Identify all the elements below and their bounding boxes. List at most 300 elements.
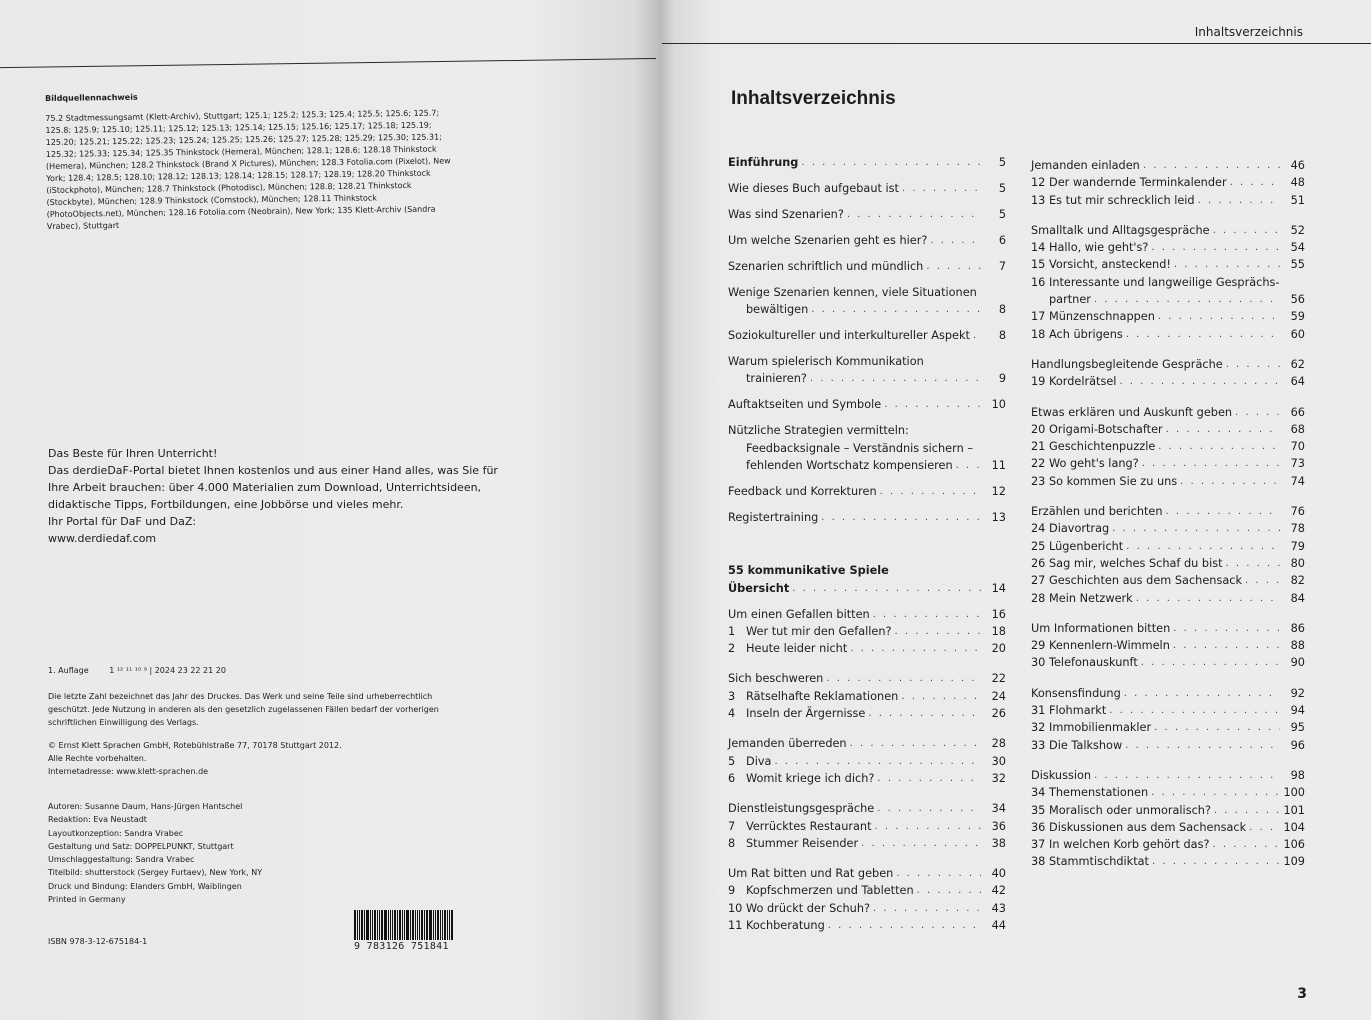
toc-entry-label: Diskussionen aus dem Sachensack	[1049, 820, 1247, 834]
toc-entry	[728, 735, 1006, 752]
toc-entry	[1031, 157, 1305, 174]
toc-entry-page: 51	[1290, 193, 1305, 207]
spacer	[728, 787, 1006, 800]
toc-entry	[1031, 308, 1305, 325]
leader-dots	[1126, 326, 1280, 343]
toc-entry-label: Themenstationen	[1049, 786, 1149, 800]
toc-entry-page: 48	[1290, 176, 1305, 190]
toc-entry	[1031, 239, 1305, 256]
running-head: Inhaltsverzeichnis	[1194, 25, 1303, 39]
leader-dots	[1094, 291, 1280, 308]
toc-entry-number: 15	[1031, 258, 1046, 272]
leader-dots	[1158, 438, 1280, 455]
leader-dots	[1245, 572, 1280, 589]
toc-entry-page: 79	[1290, 539, 1305, 553]
leader-dots	[873, 900, 981, 917]
toc-entry-label: Jemanden einladen	[1031, 159, 1140, 172]
toc-entry-page: 86	[1290, 621, 1305, 635]
toc-entry-page: 74	[1290, 474, 1305, 488]
toc-entry-page: 5	[998, 207, 1006, 221]
toc-entry-page: 10	[991, 398, 1006, 412]
toc-entry	[728, 509, 1006, 526]
barcode-bar	[366, 910, 369, 940]
toc-entry-page: 7	[998, 259, 1006, 273]
toc-entry-label: Registertraining	[728, 511, 819, 525]
barcode-bar	[437, 910, 439, 940]
barcode-bar	[361, 910, 363, 940]
leader-dots	[1124, 685, 1280, 702]
toc-entry-label: Diavortrag	[1049, 522, 1110, 536]
toc-entry-label: Inseln der Ärgernisse	[746, 707, 866, 721]
toc-entry	[728, 580, 1006, 597]
barcode-number: 9 783126 751841	[354, 941, 449, 952]
toc-entry-number: 12	[1031, 176, 1046, 190]
toc-entry-label: Smalltalk und Alltagsgespräche	[1031, 223, 1210, 237]
toc-entry-page: 9	[998, 372, 1006, 386]
leader-dots	[850, 640, 981, 657]
toc-entry	[728, 457, 1006, 474]
spacer	[728, 526, 1006, 562]
staff-list	[48, 800, 262, 906]
toc-entry-label: bewältigen	[746, 303, 809, 317]
toc-entry	[728, 770, 1006, 787]
toc-entry	[1031, 637, 1305, 654]
barcode-bar	[451, 910, 453, 940]
portal-advert	[48, 445, 498, 547]
leader-dots	[902, 180, 981, 197]
toc-entry-page: 66	[1290, 405, 1305, 419]
toc-entry-label: Um Rat bitten und Rat geben	[728, 867, 894, 881]
toc-entry-number: 10	[728, 901, 743, 915]
toc-entry	[728, 623, 1006, 640]
barcode-bar	[406, 910, 409, 940]
toc-entry-page: 95	[1290, 721, 1305, 735]
ad-line: didaktische Tipps, Fortbildungen, eine Jobbörse und vieles mehr.	[48, 498, 404, 511]
toc-entry-number: 19	[1031, 375, 1046, 389]
toc-entry	[1031, 326, 1305, 343]
toc-entry-number: 13	[1031, 193, 1046, 207]
toc-entry-line	[728, 440, 1006, 457]
toc-entry-number: 32	[1031, 721, 1046, 735]
toc-entry	[1031, 373, 1305, 390]
leader-dots	[880, 483, 981, 500]
leader-dots	[811, 301, 981, 318]
edition: 1. Auflage	[48, 666, 89, 675]
toc-entry-page: 54	[1290, 241, 1305, 255]
spacer	[728, 275, 1006, 284]
toc-entry-page: 101	[1283, 803, 1305, 817]
toc-entry	[1031, 421, 1305, 438]
spacer	[728, 722, 1006, 735]
toc-entry-label: Flohmarkt	[1049, 704, 1107, 718]
toc-entry-label: Warum spielerisch Kommunikation	[728, 355, 924, 369]
toc-entry	[1031, 192, 1305, 209]
toc-entry-label: Stammtischdiktat	[1049, 855, 1149, 869]
barcode-bar	[372, 910, 373, 940]
leader-dots	[821, 509, 981, 526]
leader-dots	[956, 457, 981, 474]
toc-entry	[1031, 404, 1305, 421]
toc-column-1	[728, 154, 1006, 947]
toc-entry-label: Geschichten aus dem Sachensack	[1049, 574, 1243, 588]
toc-entry-page: 30	[991, 754, 1006, 768]
leader-dots	[1152, 853, 1280, 870]
toc-entry-page: 82	[1290, 574, 1305, 588]
toc-entry-label: Was sind Szenarien?	[728, 207, 844, 221]
toc-entry-number: 14	[1031, 241, 1046, 255]
leader-dots	[1158, 308, 1280, 325]
spacer	[1031, 754, 1305, 767]
toc-entry-page: 22	[991, 672, 1006, 686]
spacer	[728, 345, 1006, 354]
barcode-bar	[390, 910, 391, 940]
toc-entry-page: 18	[991, 624, 1006, 638]
leader-dots	[1094, 767, 1280, 784]
leader-dots	[1141, 654, 1280, 671]
barcode-bar	[429, 910, 432, 940]
spacer	[728, 500, 1006, 509]
left-page	[0, 0, 660, 1020]
leader-dots	[1226, 555, 1280, 572]
toc-entry-label: Kopfschmerzen und Tabletten	[746, 884, 914, 898]
toc-entry-number: 31	[1031, 704, 1046, 718]
spacer	[728, 249, 1006, 258]
toc-entry	[728, 206, 1006, 223]
leader-dots	[875, 818, 981, 835]
print-run: 1 ¹² ¹¹ ¹⁰ ⁹ | 2024 23 22 21 20	[109, 666, 226, 675]
toc-entry-page: 52	[1290, 223, 1305, 237]
leader-dots	[868, 705, 981, 722]
spacer	[728, 223, 1006, 232]
leader-dots	[826, 670, 981, 687]
leader-dots	[873, 606, 981, 623]
barcode-bar	[419, 910, 420, 940]
spacer	[1031, 871, 1305, 884]
toc-entry-label: Um einen Gefallen bitten	[728, 607, 870, 621]
spacer	[1031, 343, 1305, 356]
toc-entry-page: 59	[1290, 310, 1305, 324]
toc-entry	[728, 483, 1006, 500]
toc-entry-number: 37	[1031, 838, 1046, 852]
copyright-line: Alle Rechte vorbehalten.	[48, 754, 147, 763]
toc-entry	[728, 180, 1006, 197]
top-rule	[0, 58, 656, 68]
leader-dots	[1213, 222, 1280, 239]
toc-title: Inhaltsverzeichnis	[731, 88, 896, 109]
staff-line: Autoren: Susanne Daum, Hans-Jürgen Hantschel	[48, 802, 243, 811]
toc-entry	[1031, 719, 1305, 736]
credits-title: Bildquellennachweis	[45, 92, 138, 103]
toc-entry-number: 22	[1031, 457, 1046, 471]
toc-entry	[728, 154, 1006, 171]
toc-entry-number: 6	[728, 771, 736, 785]
toc-entry-page: 6	[998, 233, 1006, 247]
toc-entry-page: 109	[1283, 855, 1305, 869]
toc-entry	[1031, 784, 1305, 801]
toc-entry	[1031, 455, 1305, 472]
toc-entry-label: Der wandernde Terminkalender	[1049, 176, 1227, 190]
spacer	[728, 597, 1006, 606]
toc-entry	[728, 301, 1006, 318]
toc-entry-label: Womit kriege ich dich?	[746, 771, 875, 785]
section-heading: 55 kommunikative Spiele	[728, 564, 889, 578]
toc-entry	[728, 917, 1006, 934]
toc-entry-label: Um Informationen bitten	[1031, 621, 1171, 635]
toc-entry	[1031, 702, 1305, 719]
toc-entry	[728, 396, 1006, 413]
barcode-bar	[444, 910, 446, 940]
barcode-bar	[424, 910, 425, 940]
toc-entry-page: 5	[998, 156, 1006, 169]
toc-entry	[728, 800, 1006, 817]
copyright-line: © Ernst Klett Sprachen GmbH, Rotebühlstraße 77, 70178 Stuttgart 2012.	[48, 741, 342, 750]
toc-entry-page: 12	[991, 485, 1006, 499]
toc-entry-label: Rätselhafte Reklamationen	[746, 689, 899, 703]
toc-entry	[1031, 685, 1305, 702]
toc-entry-label: Wo drückt der Schuh?	[746, 901, 870, 915]
toc-entry-label: Wenige Szenarien kennen, viele Situationen	[728, 285, 977, 299]
toc-entry-number: 27	[1031, 574, 1046, 588]
toc-entry-page: 62	[1290, 357, 1305, 371]
toc-entry	[1031, 853, 1305, 870]
leader-dots	[1173, 637, 1280, 654]
toc-entry-number: 23	[1031, 474, 1046, 488]
toc-entry	[1031, 620, 1305, 637]
spacer	[728, 852, 1006, 865]
barcode-bar	[381, 910, 383, 940]
toc-entry-label: Kordelrätsel	[1049, 375, 1117, 389]
toc-entry	[1031, 737, 1305, 754]
toc-entry	[728, 753, 1006, 770]
toc-entry-label: Immobilienmakler	[1049, 721, 1152, 735]
copyright-block	[48, 739, 458, 778]
toc-entry-label: Lügenbericht	[1049, 539, 1124, 553]
toc-entry-label: Erzählen und berichten	[1031, 505, 1163, 519]
barcode	[354, 910, 464, 956]
spacer	[1031, 209, 1305, 222]
toc-entry-label: Vorsicht, ansteckend!	[1049, 258, 1171, 272]
staff-line: Redaktion: Eva Neustadt	[48, 815, 147, 825]
toc-entry-page: 44	[991, 919, 1006, 933]
toc-entry-number: 20	[1031, 422, 1046, 436]
toc-entry-number: 25	[1031, 539, 1046, 553]
barcode-bar	[399, 910, 401, 940]
ad-line: Ihr Portal für DaF und DaZ:	[48, 515, 197, 528]
toc-entry-number: 11	[728, 919, 743, 933]
page-number: 3	[1297, 986, 1307, 1002]
toc-entry	[728, 865, 1006, 882]
toc-entry-label: Nützliche Strategien vermitteln:	[728, 424, 909, 438]
barcode-bar	[384, 910, 387, 940]
leader-dots	[896, 865, 981, 882]
toc-entry-page: 20	[991, 642, 1006, 656]
barcode-bar	[370, 910, 371, 940]
toc-column-2	[1031, 157, 1305, 884]
toc-entry-page: 24	[991, 689, 1006, 703]
toc-entry-label: Sich beschweren	[728, 672, 824, 686]
toc-entry-label: Soziokultureller und interkultureller Aspekt	[728, 329, 970, 343]
leader-dots	[895, 623, 981, 640]
toc-entry-label: Verrücktes Restaurant	[746, 819, 872, 833]
barcode-bar	[449, 910, 450, 940]
leader-dots	[877, 770, 981, 787]
toc-entry-number: 7	[728, 819, 736, 833]
toc-entry-label: Interessante und langweilige Gesprächs-	[1049, 275, 1280, 289]
toc-entry-page: 104	[1283, 820, 1305, 834]
spacer	[1031, 607, 1305, 620]
toc-entry-page: 14	[991, 581, 1006, 595]
leader-dots	[861, 835, 981, 852]
leader-dots	[1174, 256, 1280, 273]
toc-entry-page: 73	[1290, 457, 1305, 471]
toc-entry-label: Übersicht	[728, 581, 790, 595]
toc-entry-page: 70	[1290, 440, 1305, 454]
leader-dots	[1143, 157, 1280, 174]
toc-entry-label: partner	[1049, 293, 1091, 307]
leader-dots	[792, 580, 981, 597]
toc-entry-label: Diskussion	[1031, 768, 1092, 782]
leader-dots	[1166, 503, 1280, 520]
barcode-bar	[402, 910, 403, 940]
barcode-bars	[354, 910, 464, 940]
toc-entry	[1031, 555, 1305, 572]
leader-dots	[1226, 356, 1280, 373]
toc-entry-number: 3	[728, 689, 736, 703]
toc-entry-number: 36	[1031, 820, 1046, 834]
toc-entry-label: Ach übrigens	[1049, 327, 1123, 341]
toc-entry	[728, 688, 1006, 705]
toc-entry	[1031, 520, 1305, 537]
toc-entry-label: Es tut mir schrecklich leid	[1049, 193, 1195, 207]
copyright-line: Internetadresse: www.klett-sprachen.de	[48, 767, 209, 776]
barcode-bar	[394, 910, 396, 940]
toc-entry-page: 76	[1290, 505, 1305, 519]
barcode-bar	[364, 910, 365, 940]
leader-dots	[847, 206, 981, 223]
leader-dots	[973, 327, 981, 344]
leader-dots	[1173, 620, 1280, 637]
toc-entry-label: Wer tut mir den Gefallen?	[746, 624, 892, 638]
leader-dots	[1109, 702, 1280, 719]
leader-dots	[1142, 455, 1280, 472]
leader-dots	[1198, 192, 1280, 209]
spacer	[728, 474, 1006, 483]
toc-entry-page: 40	[991, 867, 1006, 881]
toc-entry	[728, 327, 1006, 344]
leader-dots	[1235, 404, 1280, 421]
leader-dots	[1151, 239, 1280, 256]
toc-entry-label: Auftaktseiten und Symbole	[728, 398, 882, 412]
leader-dots	[774, 753, 981, 770]
toc-entry-page: 16	[991, 607, 1006, 621]
toc-entry-page: 26	[991, 707, 1006, 721]
leader-dots	[1166, 421, 1280, 438]
isbn: ISBN 978-3-12-675184-1	[48, 937, 148, 946]
staff-line: Gestaltung und Satz: DOPPELPUNKT, Stuttgart	[48, 841, 234, 851]
toc-entry-page: 60	[1290, 327, 1305, 341]
toc-entry-number: 16	[1031, 275, 1046, 289]
toc-entry	[728, 670, 1006, 687]
leader-dots	[1154, 719, 1280, 736]
toc-entry-number: 38	[1031, 855, 1046, 869]
toc-entry-page: 11	[991, 459, 1006, 473]
toc-entry-page: 94	[1290, 704, 1305, 718]
leader-dots	[828, 917, 981, 934]
spacer	[728, 657, 1006, 670]
leader-dots	[926, 258, 981, 275]
toc-entry-line	[728, 353, 1006, 370]
barcode-bar	[442, 910, 443, 940]
toc-entry-page: 34	[991, 802, 1006, 816]
toc-entry-label: Geschichtenpuzzle	[1049, 440, 1156, 454]
ad-line: Das derdieDaF-Portal bietet Ihnen kostenlos und aus einer Hand alles, was Sie für	[48, 464, 498, 477]
toc-entry-number: 28	[1031, 591, 1046, 605]
toc-entry-page: 80	[1290, 556, 1305, 570]
toc-entry	[1031, 654, 1305, 671]
toc-entry	[1031, 438, 1305, 455]
toc-entry-line	[1031, 274, 1305, 291]
toc-entry	[728, 818, 1006, 835]
toc-entry-page: 84	[1290, 591, 1305, 605]
toc-entry	[728, 232, 1006, 249]
toc-entry-page: 8	[998, 329, 1006, 343]
toc-entry	[1031, 222, 1305, 239]
toc-entry-number: 2	[728, 642, 736, 656]
toc-entry	[728, 370, 1006, 387]
toc-entry-page: 38	[991, 836, 1006, 850]
toc-entry-number: 33	[1031, 738, 1046, 752]
barcode-bar	[440, 910, 441, 940]
toc-entry	[1031, 291, 1305, 308]
toc-entry-line	[728, 284, 1006, 301]
barcode-bar	[374, 910, 376, 940]
toc-entry-label: Etwas erklären und Auskunft geben	[1031, 405, 1233, 419]
toc-entry	[1031, 767, 1305, 784]
toc-entry-label: Die Talkshow	[1049, 738, 1123, 752]
spacer	[728, 319, 1006, 328]
barcode-bar	[426, 910, 428, 940]
toc-entry-page: 43	[991, 901, 1006, 915]
leader-dots	[1119, 373, 1280, 390]
toc-entry-number: 29	[1031, 639, 1046, 653]
toc-entry	[728, 258, 1006, 275]
toc-entry-page: 56	[1290, 293, 1305, 307]
toc-entry-number: 21	[1031, 440, 1046, 454]
toc-entry-label: Hallo, wie geht's?	[1049, 241, 1149, 255]
toc-entry-number: 24	[1031, 522, 1046, 536]
barcode-bar	[433, 910, 434, 940]
toc-entry-page: 92	[1290, 686, 1305, 700]
toc-entry-label: Jemanden überreden	[728, 737, 847, 751]
leader-dots	[1214, 802, 1280, 819]
barcode-bar	[397, 910, 398, 940]
toc-entry	[1031, 802, 1305, 819]
leader-dots	[1112, 520, 1280, 537]
toc-entry-page: 5	[998, 181, 1006, 195]
spacer	[1031, 490, 1305, 503]
leader-dots	[1126, 538, 1280, 555]
toc-entry-label: Origami-Botschafter	[1049, 422, 1163, 436]
toc-entry-label: Konsensfindung	[1031, 686, 1121, 700]
toc-entry	[1031, 590, 1305, 607]
toc-entry	[1031, 256, 1305, 273]
toc-entry-label: fehlenden Wortschatz kompensieren	[746, 459, 953, 473]
toc-entry-number: 34	[1031, 786, 1046, 800]
toc-entry-label: Wo geht's lang?	[1049, 457, 1139, 471]
toc-entry-number: 4	[728, 707, 736, 721]
leader-dots	[930, 232, 981, 249]
staff-line: Layoutkonzeption: Sandra Vrabec	[48, 828, 184, 838]
